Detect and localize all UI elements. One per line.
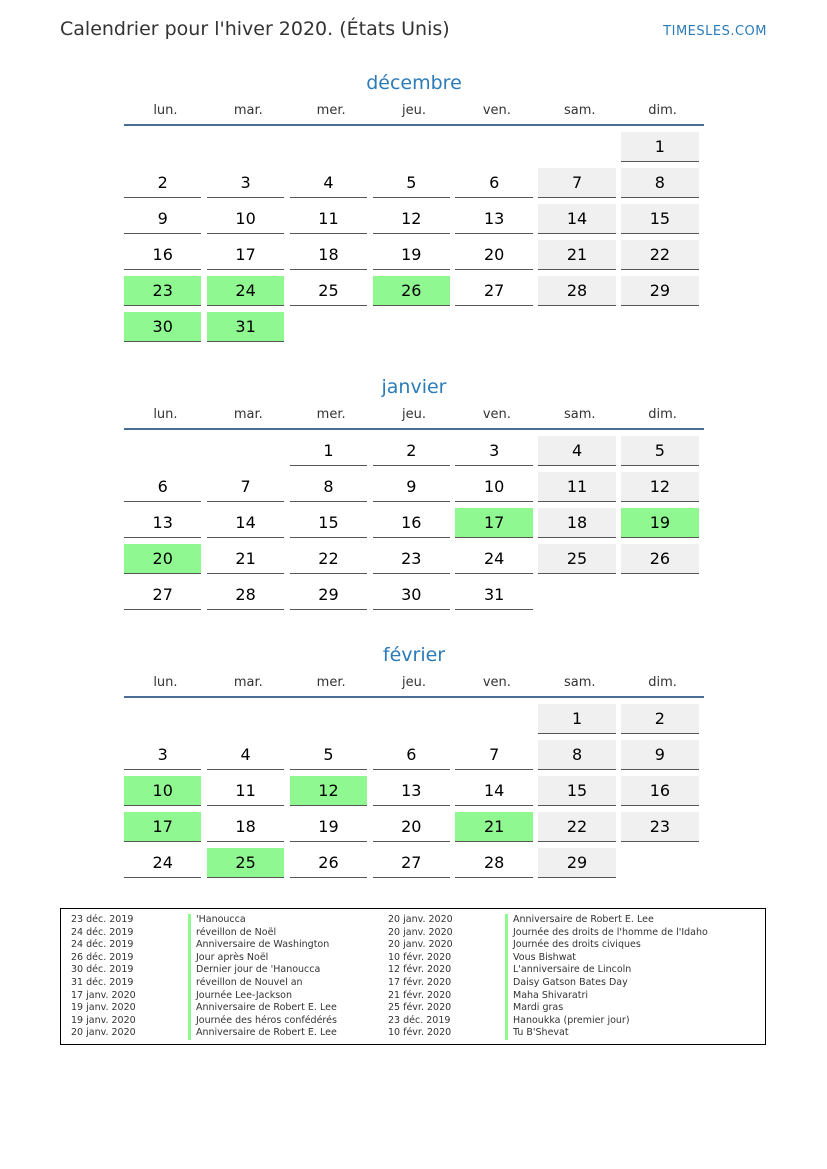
day-cell: 1 [538,704,615,734]
empty-day-cell [455,132,532,161]
day-cell: 21 [455,812,532,842]
day-cell: 9 [621,740,698,770]
month-name: décembre [366,72,462,94]
day-cell: 29 [290,580,367,610]
day-cell: 17 [455,508,532,538]
legend-entry [378,1015,708,1028]
week-row [124,275,704,311]
week-row [124,775,704,811]
day-cell: 15 [538,776,615,806]
day-cell: 19 [290,812,367,842]
weekday-label: ven. [482,675,511,690]
legend-holiday-name: réveillon de Nouvel an [188,977,303,990]
day-cell: 12 [373,204,450,234]
legend-holiday-name: Vous Bishwat [505,952,576,965]
weekday-header [124,98,704,126]
day-cell: 23 [621,812,698,842]
empty-day-cell [290,132,367,161]
day-cell: 13 [455,204,532,234]
weekday-header [124,402,704,430]
week-row [124,435,704,471]
legend-date: 17 janv. 2020 [71,989,136,1001]
legend-date: 31 déc. 2019 [71,976,134,988]
empty-day-cell [538,132,615,161]
day-cell: 8 [538,740,615,770]
day-cell: 21 [538,240,615,270]
day-cell: 7 [207,472,284,502]
empty-day-cell [207,704,284,733]
day-cell: 9 [373,472,450,502]
weekday-label: dim. [648,675,677,690]
legend-entry [61,952,337,965]
weekday-label: ven. [482,407,511,422]
legend-entry [378,914,708,927]
weekday-label: mer. [316,103,346,118]
day-cell: 22 [621,240,698,270]
day-cell: 22 [538,812,615,842]
legend-date: 20 janv. 2020 [71,1027,136,1039]
legend-entry [378,964,708,977]
day-cell: 30 [373,580,450,610]
legend-entry [378,977,708,990]
legend-holiday-name: Hanoukka (premier jour) [505,1015,630,1028]
legend-entry [61,1015,337,1028]
week-row [124,203,704,239]
day-cell: 18 [538,508,615,538]
legend-date: 19 janv. 2020 [71,1002,136,1014]
day-cell: 16 [373,508,450,538]
empty-day-cell [207,436,284,465]
day-cell: 29 [621,276,698,306]
day-cell: 5 [373,168,450,198]
day-cell: 10 [207,204,284,234]
legend-holiday-name: Mardi gras [505,1002,563,1015]
empty-day-cell [373,704,450,733]
day-cell: 11 [538,472,615,502]
day-cell: 24 [455,544,532,574]
day-cell: 29 [538,848,615,878]
legend-date: 21 févr. 2020 [388,989,452,1001]
day-cell: 6 [455,168,532,198]
weekday-label: mar. [233,103,263,118]
legend-holiday-name: Maha Shivaratri [505,990,588,1003]
empty-day-cell [455,704,532,733]
week-row [124,847,704,883]
legend-holiday-name: Dernier jour de 'Hanoucca [188,964,320,977]
day-cell: 31 [207,312,284,342]
day-cell: 8 [621,168,698,198]
legend-entry [61,990,337,1003]
day-cell: 26 [621,544,698,574]
weekday-label: mar. [233,675,263,690]
empty-day-cell [290,312,367,341]
day-cell: 3 [124,740,201,770]
month-name: février [382,644,446,666]
legend-date: 23 déc. 2019 [71,914,134,925]
day-cell: 21 [207,544,284,574]
legend-holiday-name: Anniversaire de Robert E. Lee [188,1002,337,1015]
legend-column-right [378,914,708,1040]
empty-day-cell [538,580,615,609]
day-cell: 20 [455,240,532,270]
day-cell: 27 [373,848,450,878]
legend-holiday-name: Tu B'Shevat [505,1027,569,1040]
week-row [124,239,704,275]
day-cell: 3 [455,436,532,466]
weekday-label: sam. [563,407,596,422]
weekday-label: lun. [153,675,178,690]
day-cell: 18 [290,240,367,270]
empty-day-cell [124,132,201,161]
week-row [124,471,704,507]
day-cell: 2 [621,704,698,734]
empty-day-cell [621,848,698,877]
weekday-label: dim. [648,407,677,422]
legend-holiday-name: Journée des droits civiques [505,939,641,952]
legend-entry [61,939,337,952]
day-cell: 4 [290,168,367,198]
day-cell: 14 [538,204,615,234]
weekday-label: sam. [563,675,596,690]
legend-holiday-name: Journée Lee-Jackson [188,990,292,1003]
legend-entry [61,964,337,977]
empty-day-cell [207,132,284,161]
legend-entry [61,927,337,940]
legend-entry [61,914,337,927]
weekday-label: sam. [563,103,596,118]
month-2 [124,640,704,883]
legend-holiday-name: Anniversaire de Robert E. Lee [505,914,654,927]
empty-day-cell [124,704,201,733]
day-cell: 6 [373,740,450,770]
day-cell: 15 [290,508,367,538]
day-cell: 26 [290,848,367,878]
week-row [124,543,704,579]
month-name: janvier [381,376,447,398]
day-cell: 28 [538,276,615,306]
day-cell: 13 [373,776,450,806]
legend-holiday-name: Jour après Noël [188,952,268,965]
day-cell: 8 [290,472,367,502]
day-cell: 7 [538,168,615,198]
legend-entry [378,1002,708,1015]
legend-entry [378,939,708,952]
day-cell: 4 [538,436,615,466]
legend-holiday-name: Daisy Gatson Bates Day [505,977,628,990]
holiday-legend [60,908,766,1045]
empty-day-cell [373,132,450,161]
legend-holiday-name: réveillon de Noël [188,927,276,940]
day-cell: 7 [455,740,532,770]
day-cell: 5 [621,436,698,466]
day-cell: 15 [621,204,698,234]
day-cell: 28 [455,848,532,878]
day-cell: 25 [290,276,367,306]
day-cell: 27 [455,276,532,306]
day-cell: 14 [207,508,284,538]
legend-date: 23 déc. 2019 [388,1014,451,1026]
brand-link[interactable]: TIMESLES.COM [663,24,767,39]
legend-date: 17 févr. 2020 [388,976,452,988]
empty-day-cell [455,312,532,341]
empty-day-cell [373,312,450,341]
day-cell: 2 [373,436,450,466]
page-title: Calendrier pour l'hiver 2020. (États Unis) [60,18,450,40]
day-cell: 22 [290,544,367,574]
day-cell: 25 [538,544,615,574]
day-cell: 30 [124,312,201,342]
day-cell: 24 [124,848,201,878]
day-cell: 19 [373,240,450,270]
weekday-label: jeu. [402,103,426,118]
week-row [124,131,704,167]
month-0 [124,68,704,347]
week-row [124,507,704,543]
weekday-label: mer. [316,407,346,422]
legend-holiday-name: L'anniversaire de Lincoln [505,964,631,977]
legend-entry [378,990,708,1003]
week-row [124,811,704,847]
day-cell: 26 [373,276,450,306]
weekday-label: ven. [482,103,511,118]
week-row [124,579,704,615]
day-cell: 24 [207,276,284,306]
legend-date: 20 janv. 2020 [388,926,453,938]
legend-column-left [61,914,337,1040]
empty-day-cell [538,312,615,341]
weekday-label: lun. [153,407,178,422]
day-cell: 16 [621,776,698,806]
legend-date: 24 déc. 2019 [71,939,134,951]
day-cell: 17 [124,812,201,842]
day-cell: 2 [124,168,201,198]
legend-holiday-name: Anniversaire de Robert E. Lee [188,1027,337,1040]
day-cell: 27 [124,580,201,610]
day-cell: 1 [290,436,367,466]
weekday-header [124,670,704,698]
legend-date: 30 déc. 2019 [71,964,134,976]
day-cell: 23 [124,276,201,306]
legend-entry [61,1027,337,1040]
day-cell: 10 [455,472,532,502]
legend-date: 10 févr. 2020 [388,951,452,963]
day-cell: 23 [373,544,450,574]
day-cell: 3 [207,168,284,198]
day-cell: 10 [124,776,201,806]
legend-date: 24 déc. 2019 [71,926,134,938]
weekday-label: jeu. [402,675,426,690]
legend-date: 26 déc. 2019 [71,951,134,963]
legend-date: 20 janv. 2020 [388,939,453,951]
weekday-label: jeu. [402,407,426,422]
month-1 [124,372,704,615]
day-cell: 11 [290,204,367,234]
day-cell: 19 [621,508,698,538]
day-cell: 20 [124,544,201,574]
day-cell: 16 [124,240,201,270]
week-row [124,703,704,739]
weekday-label: dim. [648,103,677,118]
day-cell: 11 [207,776,284,806]
day-cell: 18 [207,812,284,842]
empty-day-cell [124,436,201,465]
legend-holiday-name: Anniversaire de Washington [188,939,329,952]
legend-date: 12 févr. 2020 [388,964,452,976]
legend-entry [61,977,337,990]
empty-day-cell [290,704,367,733]
legend-date: 20 janv. 2020 [388,914,453,925]
weekday-label: mer. [316,675,346,690]
legend-date: 25 févr. 2020 [388,1002,452,1014]
day-cell: 17 [207,240,284,270]
legend-entry [61,1002,337,1015]
day-cell: 28 [207,580,284,610]
legend-date: 10 févr. 2020 [388,1027,452,1039]
weekday-label: lun. [153,103,178,118]
day-cell: 12 [621,472,698,502]
day-cell: 14 [455,776,532,806]
legend-entry [378,952,708,965]
empty-day-cell [621,312,698,341]
legend-entry [378,1027,708,1040]
legend-holiday-name: Journée des héros confédérés [188,1015,337,1028]
day-cell: 20 [373,812,450,842]
week-row [124,167,704,203]
day-cell: 4 [207,740,284,770]
day-cell: 25 [207,848,284,878]
day-cell: 5 [290,740,367,770]
weekday-label: mar. [233,407,263,422]
day-cell: 31 [455,580,532,610]
day-cell: 12 [290,776,367,806]
week-row [124,739,704,775]
empty-day-cell [621,580,698,609]
day-cell: 9 [124,204,201,234]
day-cell: 1 [621,132,698,162]
day-cell: 13 [124,508,201,538]
legend-holiday-name: Journée des droits de l'homme de l'Idaho [505,927,708,940]
legend-date: 19 janv. 2020 [71,1014,136,1026]
legend-entry [378,927,708,940]
week-row [124,311,704,347]
legend-holiday-name: 'Hanoucca [188,914,246,927]
day-cell: 6 [124,472,201,502]
